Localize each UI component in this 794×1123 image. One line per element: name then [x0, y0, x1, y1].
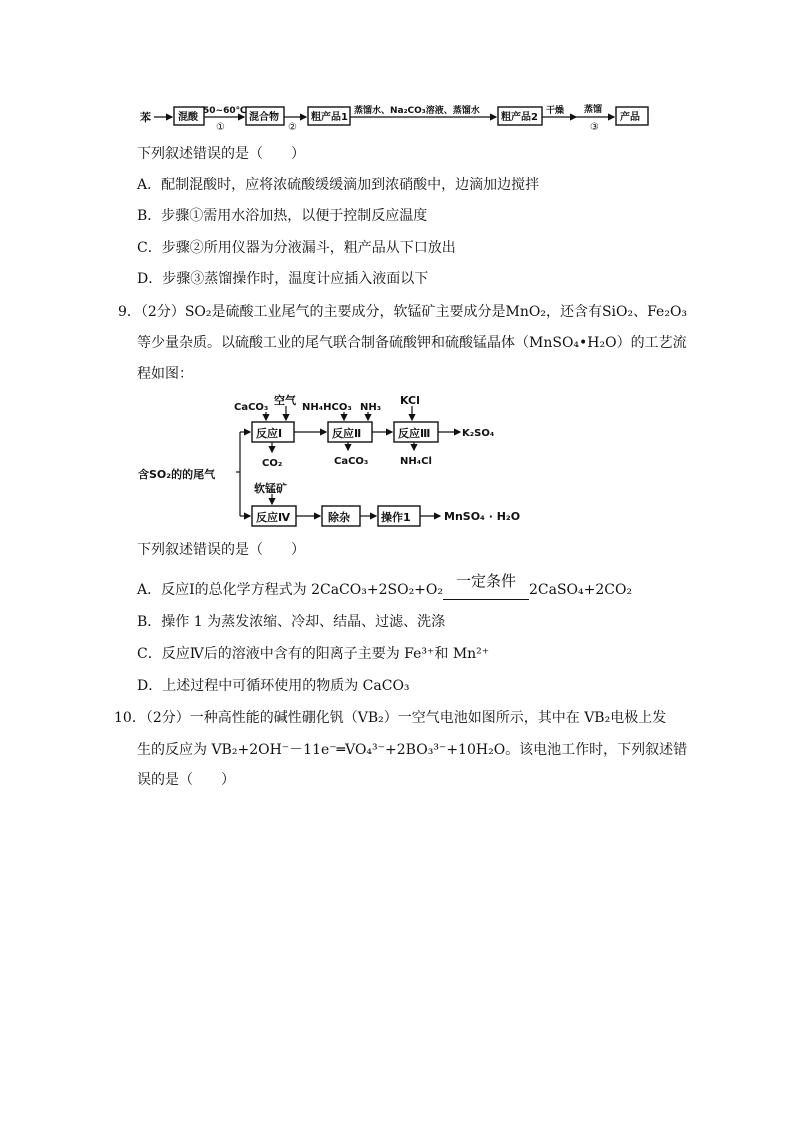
q8-option-a: A．配制混酸时，应将浓硫酸缓缓滴加到浓硝酸中，边滴加边搅拌	[137, 177, 540, 193]
q9-option-a	[137, 572, 633, 600]
q9-option-a-right: 2CaSO₄+2CO₂	[529, 582, 633, 598]
q10-line3: 误的是（ ）	[137, 772, 235, 788]
flow2-source: 含SO₂的的尾气	[138, 468, 216, 481]
q9-option-c: C．反应Ⅳ后的溶液中含有的阳离子主要为 Fe³⁺和 Mn²⁺	[137, 646, 490, 662]
q8-prompt: 下列叙述错误的是（ ）	[137, 146, 305, 162]
flow2-nh4cl: NH₄Cl	[400, 456, 432, 467]
flow2-r4-label: 反应Ⅳ	[256, 511, 291, 524]
flow2-purify-label: 除杂	[328, 511, 350, 524]
flow1-box4-label: 粗产品2	[501, 112, 538, 123]
flow2-product: MnSO₄ · H₂O	[444, 510, 521, 523]
flow2-nh3: NH₃	[360, 402, 382, 413]
q10-line2: 生的反应为 VB₂+2OH⁻－11e⁻═VO₄³⁻+2BO₃³⁻+10H₂O。该电池工作时，下列叙述错	[137, 742, 688, 758]
q9-option-a-left: A．反应Ⅰ的总化学方程式为 2CaCO₃+2SO₂+O₂	[137, 582, 443, 598]
q8-option-b: B．步骤①需用水浴加热，以便于控制反应温度	[137, 208, 428, 224]
flow2-kcl: KCl	[400, 394, 420, 407]
flow1-box5-label: 产品	[620, 112, 640, 123]
q9-option-d: D．上述过程中可循环使用的物质为 CaCO₃	[137, 678, 410, 694]
q10-line1: （2分）一种高性能的碱性硼化钒（VB₂）一空气电池如图所示，其中在 VB₂电极上发	[145, 710, 667, 726]
q9-option-b: B．操作 1 为蒸发浓缩、冷却、结晶、过滤、洗涤	[137, 614, 446, 630]
flow2-r2-label: 反应Ⅱ	[332, 427, 362, 440]
flow1-dry: 干燥	[546, 106, 565, 116]
flow2-r3-label: 反应Ⅲ	[398, 427, 431, 440]
q9-line2: 等少量杂质。以硫酸工业的尾气联合制备硫酸钾和硫酸锰晶体（MnSO₄•H₂O）的工艺流	[137, 335, 687, 351]
flow1-box2-label: 混合物	[249, 112, 279, 123]
q9-option-a-arrow	[443, 572, 529, 600]
q10-number	[114, 708, 666, 728]
nitrobenzene-flow-diagram	[136, 100, 656, 134]
flow2-caco3-out: CaCO₃	[334, 456, 369, 467]
flow1-distill: 蒸馏	[584, 105, 603, 115]
q9-number-text: 9．	[118, 304, 141, 320]
q8-option-d: D．步骤③蒸馏操作时，温度计应插入液面以下	[137, 271, 429, 287]
flow1-box1-label: 混酸	[178, 112, 198, 123]
q9-number	[118, 302, 687, 322]
flow1-cond1: 50~60℃	[203, 106, 247, 116]
flow2-caco3-in: CaCO₃	[234, 402, 269, 413]
q9-option-a-condition: 一定条件	[455, 572, 516, 590]
q10-number-text: 10．	[114, 710, 146, 726]
sulfur-tailgas-flow-diagram	[136, 386, 536, 532]
flow1-step1: ①	[216, 122, 225, 133]
q8-option-c: C．步骤②所用仪器为分液漏斗，粗产品从下口放出	[137, 240, 456, 256]
flow1-wash: 蒸馏水、Na₂CO₃溶液、蒸馏水	[354, 106, 480, 116]
flow2-ore: 软锰矿	[254, 482, 287, 495]
flow1-box3-label: 粗产品1	[311, 112, 348, 123]
flow2-op1-label: 操作1	[381, 511, 411, 524]
flow2-r1-label: 反应Ⅰ	[256, 427, 283, 440]
q9-line3: 程如图：	[137, 366, 193, 382]
flow2-co2: CO₂	[262, 458, 283, 469]
q9-line1: （2分）SO₂是硫酸工业尾气的主要成分，软锰矿主要成分是MnO₂，还含有SiO₂、Fe₂O₃	[140, 304, 688, 320]
flow1-step3: ③	[590, 122, 599, 133]
q9-prompt: 下列叙述错误的是（ ）	[137, 542, 305, 558]
flow2-k2so4: K₂SO₄	[462, 428, 495, 439]
flow1-start: 苯	[140, 111, 151, 124]
flow2-nh4hco3: NH₄HCO₃	[302, 402, 352, 413]
flow2-air: 空气	[274, 394, 296, 407]
flow1-step2: ②	[288, 122, 297, 133]
